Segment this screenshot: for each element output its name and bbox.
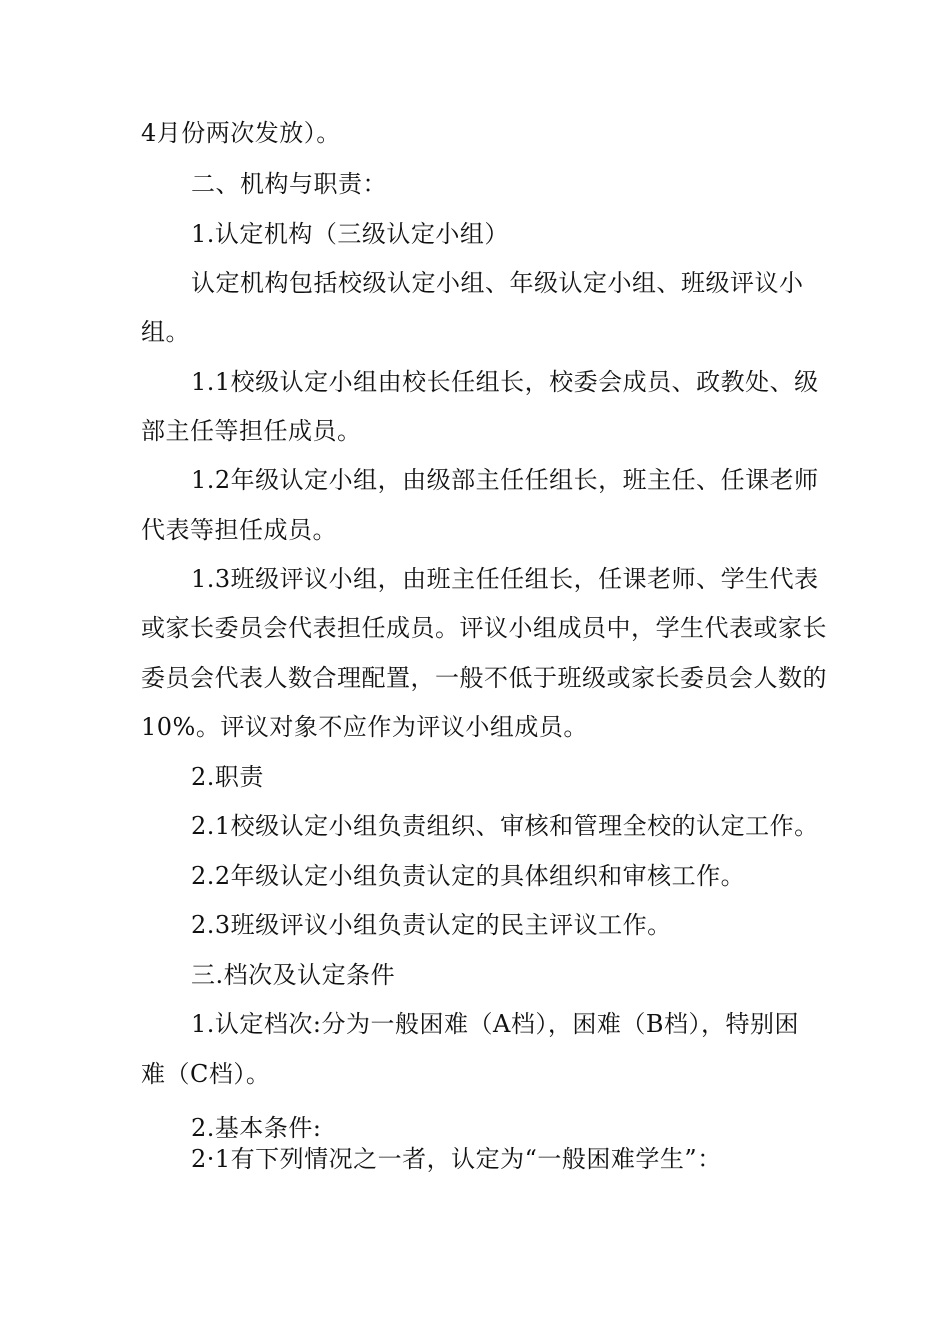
- section-heading-2: 二、机构与职责：: [191, 170, 387, 198]
- paragraph-line: 1.3班级评议小组，由班主任任组长，任课老师、学生代表: [191, 565, 819, 593]
- paragraph-line: 10%。评议对象不应作为评议小组成员。: [141, 713, 588, 741]
- text-line-continuation: 4月份两次发放）。: [141, 119, 341, 147]
- paragraph-line: 认定机构包括校级认定小组、年级认定小组、班级评议小: [191, 269, 804, 297]
- paragraph-line: 2·1有下列情况之一者，认定为“一般困难学生”：: [191, 1145, 722, 1173]
- subheading-duties: 2.职责: [191, 763, 264, 791]
- paragraph-line: 1.认定档次:分为一般困难（A档），困难（B档），特别困: [191, 1010, 799, 1038]
- paragraph-line: 2.2年级认定小组负责认定的具体组织和审核工作。: [191, 862, 746, 890]
- paragraph-line: 1.1校级认定小组由校长任组长，校委会成员、政教处、级: [191, 368, 819, 396]
- paragraph-line: 组。: [141, 318, 190, 346]
- paragraph-line: 代表等担任成员。: [141, 516, 337, 544]
- paragraph-line: 委员会代表人数合理配置，一般不低于班级或家长委员会人数的: [141, 664, 827, 692]
- paragraph-line: 2.3班级评议小组负责认定的民主评议工作。: [191, 911, 672, 939]
- section-heading-3: 三.档次及认定条件: [191, 961, 396, 989]
- paragraph-line: 1.2年级认定小组，由级部主任任组长，班主任、任课老师: [191, 466, 819, 494]
- paragraph-line: 或家长委员会代表担任成员。评议小组成员中，学生代表或家长: [141, 614, 827, 642]
- subheading-basic-conditions: 2.基本条件:: [191, 1114, 322, 1142]
- paragraph-line: 难（C档）。: [141, 1060, 271, 1088]
- paragraph-line: 部主任等担任成员。: [141, 417, 362, 445]
- paragraph-line: 2.1校级认定小组负责组织、审核和管理全校的认定工作。: [191, 812, 819, 840]
- subheading-recognition-body: 1.认定机构（三级认定小组）: [191, 220, 509, 248]
